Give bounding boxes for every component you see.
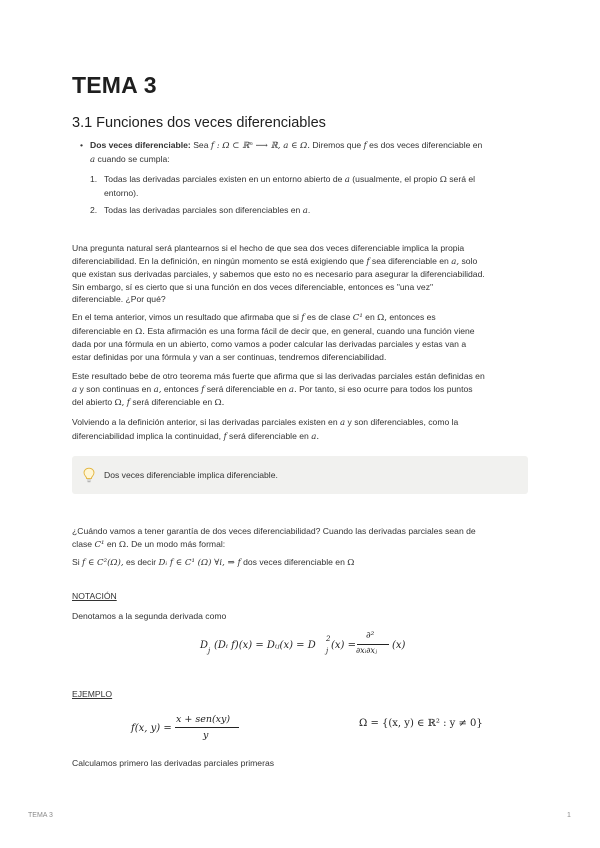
math: a. (288, 384, 297, 395)
text: Diremos que (312, 140, 362, 150)
math: Ω (347, 558, 355, 568)
callout-text: Dos veces diferenciable implica diferenciable. (104, 470, 278, 480)
text: es dos veces diferenciable en (369, 140, 483, 150)
math: Ω. (135, 326, 145, 337)
text: . (307, 205, 311, 215)
math: f (301, 313, 305, 323)
paragraph (72, 556, 530, 570)
list-number: 2. (90, 205, 98, 215)
list-item (90, 204, 530, 218)
text: cuando se cumpla: (97, 153, 170, 164)
fraction-bar (357, 644, 389, 645)
list-item (90, 173, 530, 199)
text: será el (449, 174, 476, 184)
math: f (126, 398, 130, 409)
text: entonces es (389, 312, 436, 322)
math: Ω. (214, 398, 225, 409)
text: será diferenciable en (229, 430, 309, 441)
paragraph (72, 525, 530, 551)
list-number: 1. (90, 174, 98, 184)
math: Dᵢ f ∈ C¹ (Ω) ∀i, ⇒ f (158, 558, 241, 568)
text: (usualmente, el propio (352, 174, 438, 184)
fraction-numerator: x + sen(xy) (176, 714, 231, 725)
text: En el tema anterior, vimos un resultado que afirmaba que si (72, 312, 299, 322)
text: Este resultado bebe de otro teorema más fuerte que afirma que si las derivadas parciales están definidas en (72, 371, 485, 381)
paragraph (72, 242, 530, 306)
page-number: 1 (567, 812, 571, 819)
text: diferenciabilidad implica la continuidad, (72, 430, 222, 441)
text: diferenciable. ¿Por qué? (72, 294, 166, 305)
text: dos veces diferenciable en (243, 557, 345, 567)
math: f (223, 431, 227, 442)
text: diferenciabilidad. En la definición, en ningún momento se está exigiendo que (72, 255, 364, 266)
example-function (131, 714, 291, 748)
text: estar definidas por una fórmula y van a ser continuas, tendremos diferenciabilidad. (72, 351, 387, 362)
domain-omega: Ω = {(x, y) ∈ ℝ² : y ≠ 0} (359, 718, 483, 729)
bullet-dot: • (80, 140, 84, 150)
math: a (340, 418, 346, 428)
text: entonces (163, 383, 199, 394)
math: a, (451, 256, 460, 267)
math: Ω (439, 175, 447, 185)
math: C¹ (94, 539, 105, 550)
text: Sin embargo, sí es cierto que si una función en dos veces diferenciable, entonces es "una vez" (72, 281, 434, 292)
text: sea diferenciable en (371, 255, 449, 266)
fraction-numerator: ∂² (366, 631, 375, 641)
text: es decir (126, 557, 157, 567)
callout-box (72, 456, 528, 494)
example-text: Calculamos primero las derivadas parciales primeras (72, 758, 275, 768)
math: C¹ (352, 313, 363, 323)
example-heading: EJEMPLO (72, 689, 113, 699)
text: entorno). (104, 187, 139, 198)
text: Volviendo a la definición anterior, si las derivadas parciales existen en (72, 417, 338, 427)
paragraph (72, 370, 530, 410)
math: a (72, 384, 78, 395)
formula-subscript: j (326, 647, 329, 655)
text: diferenciable en (72, 325, 133, 336)
fraction-denominator: ∂xᵢ∂xⱼ (356, 646, 378, 655)
second-derivative-formula (200, 631, 410, 664)
math: f (201, 384, 205, 395)
text: Todas las derivadas parciales son diferenciables en (104, 205, 301, 215)
formula-part: f(x, y) = (131, 723, 172, 734)
math: a, (153, 384, 162, 395)
text: ¿Cuándo vamos a tener garantía de dos veces diferenciabilidad? Cuando las derivadas parciales sean de (72, 526, 476, 536)
page-title: TEMA 3 (72, 72, 157, 98)
text: en (365, 312, 375, 322)
text: en (106, 538, 117, 549)
text: Esta afirmación es una forma fácil de decir que, en general, cuando una función viene (147, 325, 475, 336)
text: Por tanto, si eso ocurre para todos los puntos (299, 383, 473, 394)
math: a (302, 206, 308, 216)
math: a (90, 154, 96, 165)
text: Si (72, 557, 80, 567)
formula-part: D (200, 640, 209, 651)
text: Una pregunta natural será plantearnos si el hecho de que sea dos veces diferenciable implica la propia (72, 243, 465, 253)
math: f ∈ C²(Ω), (82, 558, 124, 568)
definition-term: Dos veces diferenciable: (90, 140, 191, 150)
fraction-bar (175, 727, 239, 728)
notation-heading: NOTACIÓN (72, 591, 117, 601)
section-heading: 3.1 Funciones dos veces diferenciables (72, 115, 326, 131)
text: es de clase (306, 312, 351, 322)
text: que existan sus derivadas parciales, y sabemos que esto no es necesario para asegurar la diferenciabilidad. (72, 269, 485, 280)
math: Ω, (377, 313, 387, 323)
text: y son diferenciables, como la (347, 417, 459, 427)
math: a. (311, 431, 320, 442)
notation-text: Denotamos a la segunda derivada como (72, 611, 227, 621)
text: dada por una fórmula en un abierto, como vamos a poder calcular las derivadas parciales y estas van a (72, 339, 467, 350)
paragraph (72, 311, 530, 363)
math: f (366, 256, 370, 267)
text: será diferenciable en (206, 383, 287, 394)
text: y son continuas en (79, 383, 152, 394)
definition-bullet (80, 139, 530, 166)
math: Ω. (118, 539, 129, 550)
text: Todas las derivadas parciales existen en un entorno abierto de (104, 174, 343, 184)
text: clase (72, 538, 93, 549)
formula-superscript: 2 (326, 635, 331, 643)
text: Sea (193, 140, 209, 150)
formula-subscript: j (208, 647, 211, 655)
footer-title: TEMA 3 (28, 812, 53, 819)
text: De un modo más formal: (131, 538, 226, 549)
text: del abierto (72, 397, 113, 408)
formula-part: (Dᵢ f)(x) = Dᵢⱼ(x) = D (214, 640, 316, 651)
formula-part: (x) = (331, 640, 356, 651)
paragraph (72, 416, 530, 443)
lightbulb-icon (82, 467, 96, 483)
fraction-denominator: y (203, 730, 209, 741)
text: será diferenciable en (132, 397, 213, 408)
text: solo (461, 255, 478, 266)
formula-part: (x) (392, 640, 406, 651)
math: a (344, 175, 350, 185)
math: Ω, (114, 398, 125, 409)
math: f (363, 141, 367, 151)
math: f : Ω ⊂ ℝⁿ ⟶ ℝ, a ∈ Ω. (210, 141, 311, 151)
